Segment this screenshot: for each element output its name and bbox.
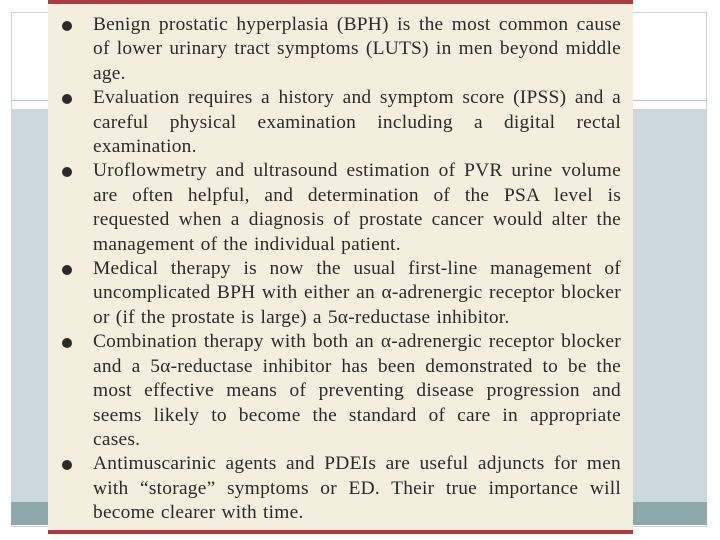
bullet-text: Uroflowmetry and ultrasound estimation of PVR urine volume are often helpful, and determination of the PSA level is requested when a diagnosis of prostate cancer would alter the management of the individual patient. [93, 160, 621, 255]
list-item [62, 257, 621, 330]
list-item [62, 86, 621, 159]
bullet-list [62, 13, 621, 526]
bullet-dot-icon [62, 338, 72, 348]
bullet-dot-icon [62, 167, 72, 177]
bullet-dot-icon [62, 94, 72, 104]
bullet-dot-icon [62, 265, 72, 275]
bullet-text: Evaluation requires a history and symptom score (IPSS) and a careful physical examination including a digital rectal examination. [93, 87, 621, 158]
bullet-dot-icon [62, 21, 72, 31]
bullet-text: Benign prostatic hyperplasia (BPH) is the most common cause of lower urinary tract symptoms (LUTS) in men beyond middle age. [93, 14, 621, 84]
bullet-text: Antimuscarinic agents and PDEIs are useful adjuncts for men with “storage” symptoms or ED. Their true importance will become clearer with time. [93, 453, 621, 524]
bullet-text: Medical therapy is now the usual first-line management of uncomplicated BPH with either an α-adrenergic receptor blocker or (if the prostate is large) a 5α-reductase inhibitor. [93, 258, 621, 328]
list-item [62, 330, 621, 452]
list-item [62, 452, 621, 525]
bullet-dot-icon [62, 460, 72, 470]
bullet-text: Combination therapy with both an α-adrenergic receptor blocker and a 5α-reductase inhibitor has been demonstrated to be the most effective means of preventing disease progression and seems likely to become the standard of care in appropriate cases. [93, 331, 621, 450]
summary-box [48, 0, 633, 534]
list-item [62, 13, 621, 86]
list-item [62, 159, 621, 257]
